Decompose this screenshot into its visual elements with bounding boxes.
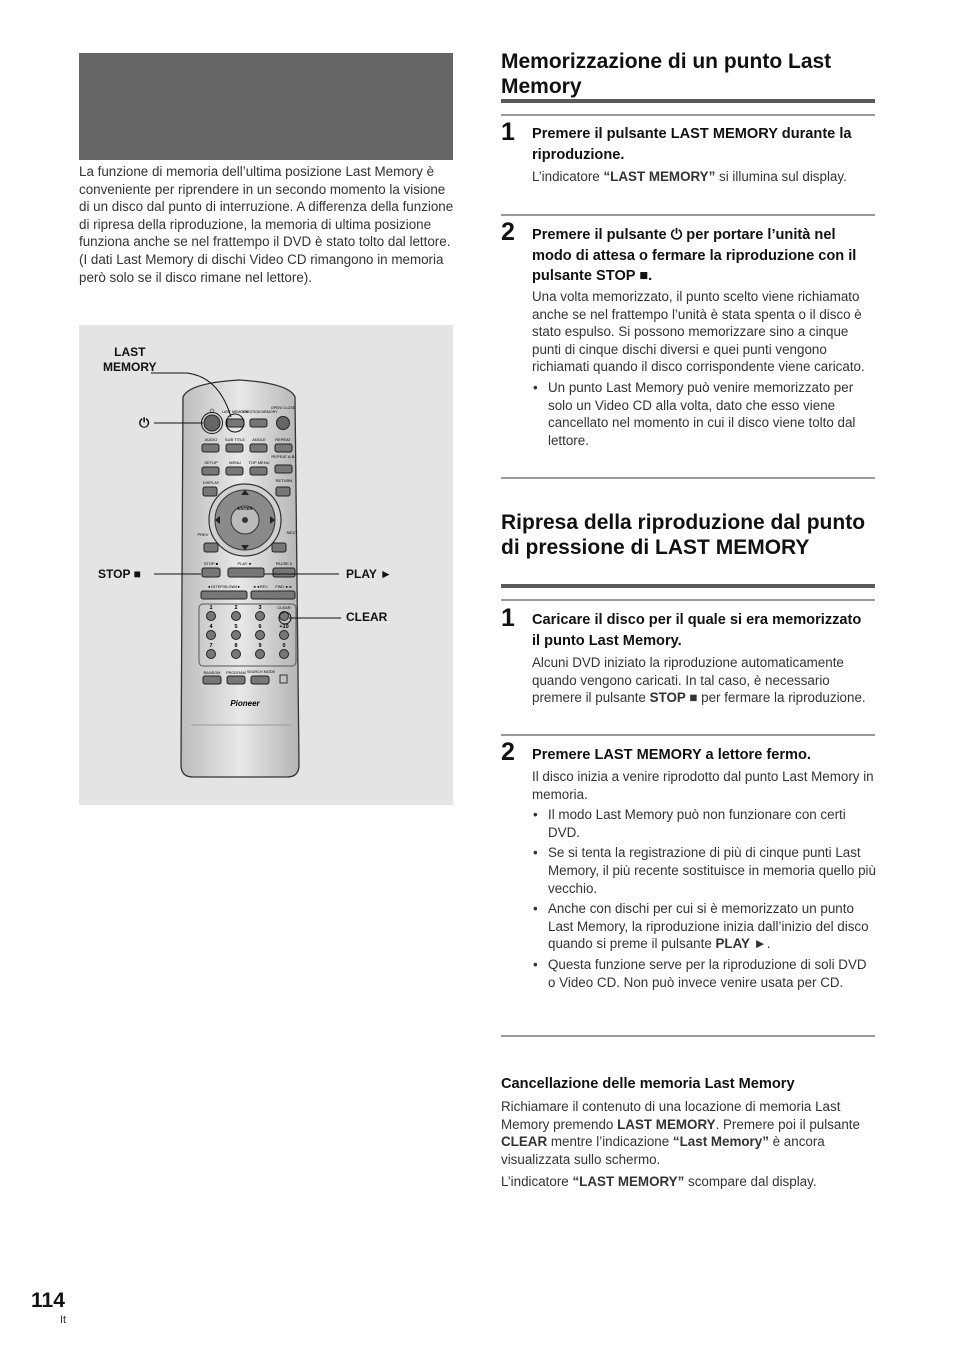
remote-label: REPEAT <box>275 437 291 442</box>
remote-label: ◄◄REV <box>252 585 268 589</box>
remote-label: CLEAR <box>277 605 291 610</box>
power-icon: ⏻ <box>670 227 683 243</box>
remote-brand-logo: Pioneer <box>230 699 260 708</box>
list-item: • Il modo Last Memory può non funzionare con certi DVD. <box>532 806 877 841</box>
remote-label: FWD ►► <box>275 585 293 589</box>
text-run: L’indicatore <box>501 1174 573 1189</box>
remote-digit-button[interactable] <box>207 650 216 659</box>
remote-power-label: ⏻ <box>209 409 215 415</box>
remote-digit-button[interactable] <box>207 612 216 621</box>
list-item: • Se si tenta la registrazione di più di cinque punti Last Memory, il più recente sostituisce in memoria quello più vecchio. <box>532 844 877 897</box>
label-play: PLAY ► <box>346 567 392 581</box>
remote-label: PREV <box>197 532 209 537</box>
step-title <box>532 225 867 287</box>
remote-digit-label: 4 <box>209 624 213 630</box>
divider <box>501 214 875 216</box>
section2-rule <box>501 584 875 588</box>
remote-label: SETUP <box>204 460 218 465</box>
text-run: per portare l’unità nel modo di attesa o fermare la riproduzione con il pulsante STOP ■. <box>532 227 857 284</box>
text-run: scompare dal display. <box>684 1174 817 1189</box>
remote-label: TOP MENU <box>248 460 270 465</box>
list-item: • Questa funzione serve per la riproduzione di soli DVD o Video CD. Non può invece venire usata per CD. <box>532 956 877 991</box>
remote-digit-button[interactable] <box>256 631 265 640</box>
text-run: Richiamare il contenuto di una locazione di memoria Last Memory premendo <box>501 1099 841 1132</box>
divider <box>501 477 875 479</box>
text-bold: “LAST MEMORY” <box>603 169 716 184</box>
text-bold: STOP ■ <box>649 690 698 706</box>
text-run: mentre l’indicazione <box>547 1134 673 1150</box>
remote-illustration <box>79 325 453 805</box>
remote-digit-label: 3 <box>258 605 262 611</box>
text-bold: PLAY ► <box>715 936 767 952</box>
language-code: It <box>60 1314 67 1326</box>
step-number: 2 <box>501 738 515 766</box>
cancel-paragraph-2 <box>501 1173 879 1191</box>
remote-digit-button[interactable] <box>280 650 289 659</box>
section1-rule <box>501 99 875 103</box>
text-bold: “LAST MEMORY” <box>572 1174 685 1189</box>
step-paragraph: Il disco inizia a venire riprodotto dal punto Last Memory in memoria. <box>532 769 874 802</box>
label-power: ⏻ <box>139 415 150 430</box>
remote-label: MENU <box>229 460 241 465</box>
remote-label: SUB TITLE <box>224 437 246 442</box>
text-run: . <box>766 936 771 952</box>
remote-last-memory-button[interactable] <box>227 419 244 427</box>
remote-label: SEARCH MODE <box>246 670 276 674</box>
step-paragraph: Una volta memorizzato, il punto scelto viene richiamato anche se nel frattempo l’unità è stata spenta o il disco è stato espulso. Si possono memorizzare sino a cinque punti di cinque dischi diversi e quei punti vengono richiamati quando il disco corrispondente viene caricato. <box>532 289 865 375</box>
remote-label: PAUSE II <box>275 561 293 566</box>
title-placeholder-box <box>79 53 453 160</box>
divider <box>501 1035 875 1037</box>
remote-digit-button[interactable] <box>232 612 241 621</box>
step-number: 2 <box>501 218 515 246</box>
step-number: 1 <box>501 118 515 146</box>
remote-play-button[interactable] <box>228 568 264 577</box>
remote-digit-label: 7 <box>209 643 213 649</box>
text-run: . Premere poi il pulsante <box>715 1116 860 1132</box>
section1-title: Memorizzazione di un punto Last Memory <box>501 50 832 98</box>
label-stop: STOP ■ <box>98 567 141 581</box>
remote-label: STOP ■ <box>203 561 219 566</box>
remote-digit-label: 6 <box>258 624 262 630</box>
step-title: Premere il pulsante LAST MEMORY durante la riproduzione. <box>532 126 852 163</box>
remote-digit-label: 1 <box>209 605 213 611</box>
remote-condition-memory-button[interactable] <box>250 419 267 427</box>
label-last-memory <box>103 345 157 375</box>
remote-open-close-button[interactable] <box>277 417 290 430</box>
remote-label: RANDOM <box>203 671 221 675</box>
section2-title: Ripresa della riproduzione dal punto di pressione di LAST MEMORY <box>501 511 866 559</box>
step-text <box>532 168 872 186</box>
remote-digit-button[interactable] <box>207 631 216 640</box>
remote-digit-label: 0 <box>282 643 286 649</box>
step-title: Caricare il disco per il quale si era memorizzato il punto Last Memory. <box>532 612 862 649</box>
remote-stop-button[interactable] <box>202 568 220 577</box>
remote-label: RETURN <box>275 478 293 483</box>
step-text <box>532 654 878 707</box>
remote-digit-label: 5 <box>234 624 238 630</box>
remote-label: DISPLAY <box>202 480 220 485</box>
text-run: Premere il pulsante <box>532 227 671 243</box>
remote-digit-button[interactable] <box>232 650 241 659</box>
cancel-paragraph <box>501 1098 879 1168</box>
step-number: 1 <box>501 604 515 632</box>
remote-label: NEXT <box>286 530 298 535</box>
remote-label: PROGRAM <box>226 671 246 675</box>
text-bold: LAST MEMORY <box>617 1116 716 1132</box>
remote-label: REPEAT A-B <box>271 454 295 459</box>
label-last-memory-line1: LAST <box>114 345 146 359</box>
remote-label: OPEN/ CLOSE <box>270 406 296 410</box>
remote-digit-button[interactable] <box>256 612 265 621</box>
text-run: L’indicatore <box>532 169 604 184</box>
text-run: per fermare la riproduzione. <box>697 690 866 706</box>
remote-label: CONDITION MEMORY <box>240 410 278 414</box>
remote-digit-label: +10 <box>279 624 289 630</box>
step-title: Premere LAST MEMORY a lettore fermo. <box>532 747 811 763</box>
label-clear: CLEAR <box>346 610 388 624</box>
step-text <box>532 288 877 449</box>
text-run: si illumina sul display. <box>715 169 847 184</box>
remote-digit-label: 8 <box>234 643 238 649</box>
remote-figure <box>79 325 453 805</box>
divider <box>501 114 875 116</box>
remote-digit-label: 2 <box>234 605 238 611</box>
text-run: Alcuni DVD iniziato la riproduzione automaticamente quando vengono caricati. In tal caso, è necessario premere il pulsante <box>532 655 844 706</box>
divider <box>501 734 875 736</box>
list-item: • Un punto Last Memory può venire memorizzato per solo un Video CD alla volta, dato che esso viene cancellato nel momento in cui il disco viene tolto dal lettore. <box>532 379 877 449</box>
intro-paragraph: La funzione di memoria dell’ultima posizione Last Memory è conveniente per riprendere in un secondo momento la visione di un disco dal punto di interruzione. A differenza della funzione di ripresa della riproduzione, la memoria di ultima posizione funziona anche se nel frattempo il DVD è stato tolto dal lettore. (I dati Last Memory di dischi Video CD rimangono in memoria però solo se il disco rimane nel lettore). <box>79 164 454 285</box>
text-run: è ancora visualizzata sullo schermo. <box>501 1134 825 1167</box>
text-bold: CLEAR <box>501 1134 548 1150</box>
remote-label: ENTER <box>237 506 253 511</box>
remote-label: AUDIO <box>204 437 218 442</box>
text-bold: “Last Memory” <box>672 1134 769 1150</box>
remote-digit-label: 9 <box>258 643 262 649</box>
label-last-memory-line2: MEMORY <box>103 360 157 374</box>
remote-label: PLAY ► <box>237 561 253 566</box>
remote-digit-button[interactable] <box>232 631 241 640</box>
remote-label: LAST MEMORY <box>221 410 249 414</box>
text-run: Anche con dischi per cui si è memorizzato un punto Last Memory, la riproduzione inizia dall’inizio del disco quando si preme il pulsante <box>548 901 869 952</box>
step-text <box>532 768 877 991</box>
page-number: 114 <box>31 1289 65 1312</box>
cancel-title: Cancellazione delle memoria Last Memory <box>501 1076 795 1092</box>
list-item <box>532 900 877 953</box>
remote-label: ANGLE <box>252 437 266 442</box>
remote-digit-button[interactable] <box>280 631 289 640</box>
remote-digit-button[interactable] <box>256 650 265 659</box>
remote-label: ◄I/STEP/SLOW/I► <box>207 585 241 589</box>
divider <box>501 599 875 601</box>
